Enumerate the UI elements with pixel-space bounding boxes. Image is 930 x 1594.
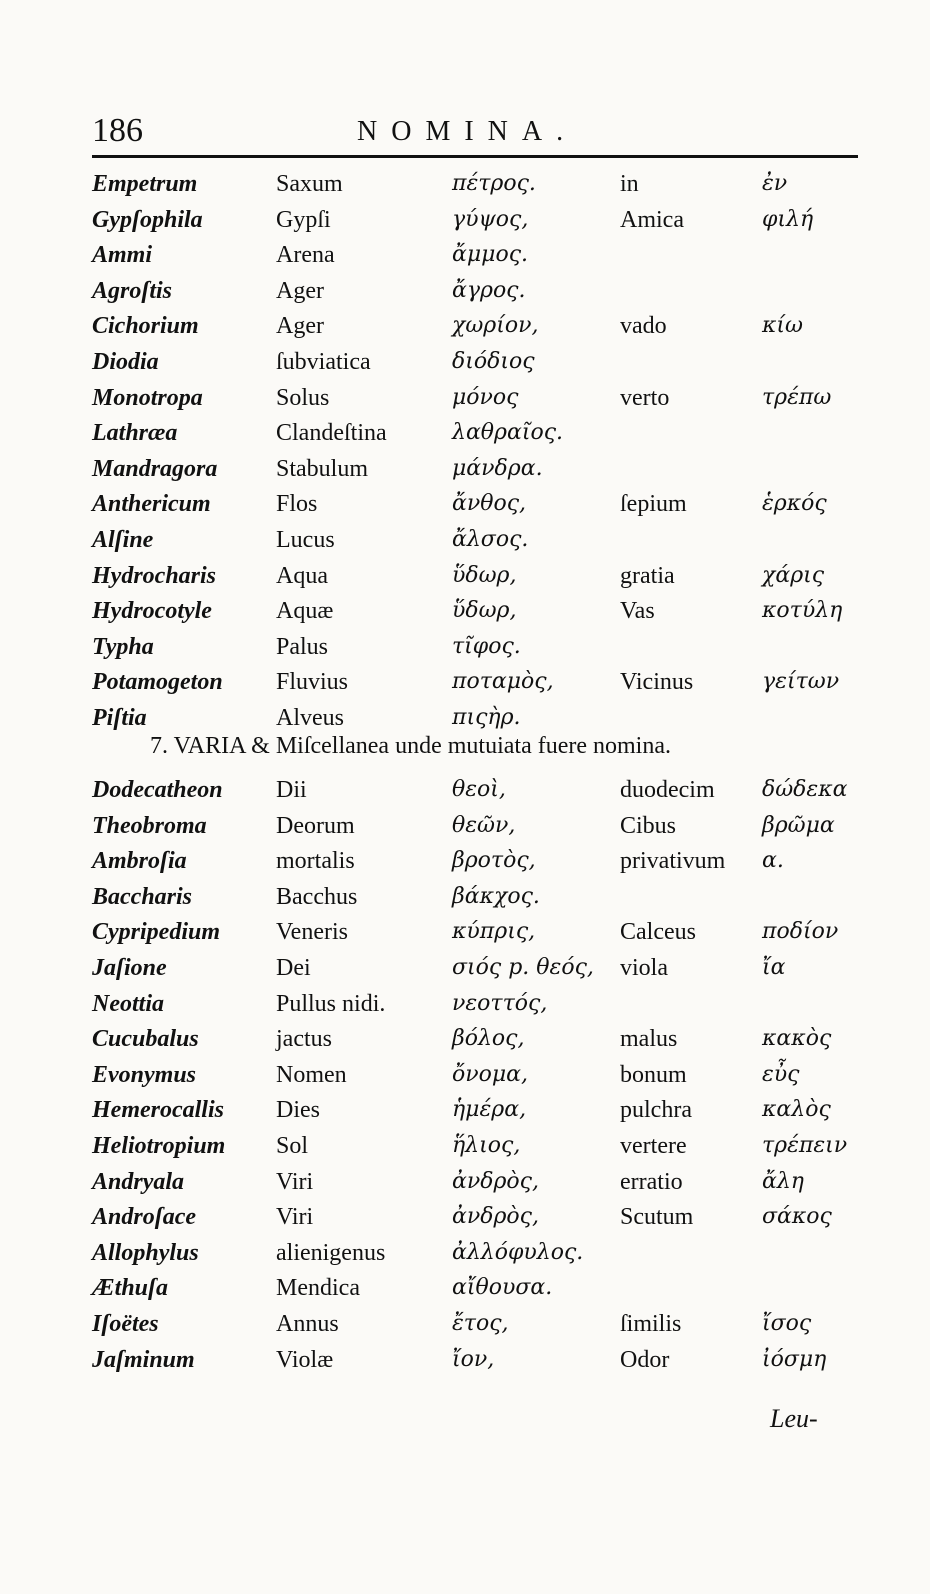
entry-latin: Lucus	[276, 527, 335, 553]
entry-genus: Cichorium	[92, 313, 199, 340]
entry-greek2: δώδεκα	[762, 777, 848, 802]
entry-greek2: βρῶμα	[762, 812, 835, 838]
list-entry	[92, 452, 892, 486]
entry-latin: Palus	[276, 633, 329, 660]
entry-greek2: κίω	[762, 313, 803, 339]
entry-genus: Lathræa	[92, 420, 178, 447]
list-entry	[92, 1200, 892, 1234]
entry-latin2: ſepium	[620, 491, 687, 518]
entry-genus: Neottia	[92, 990, 164, 1017]
entry-latin: alienigenus	[276, 1239, 386, 1266]
entry-greek: γύψος,	[452, 206, 529, 232]
entry-genus: Heliotropium	[92, 1133, 226, 1159]
entry-genus: Typha	[92, 633, 154, 660]
list-entry	[92, 345, 892, 379]
entry-greek: βροτὸς,	[452, 848, 536, 874]
entry-greek: ἄνθος,	[452, 491, 527, 517]
entry-latin: Fluvius	[276, 669, 349, 696]
entry-latin2: in	[620, 171, 639, 197]
entry-greek: μόνος	[452, 384, 519, 410]
entry-greek: ὄνομα,	[452, 1061, 529, 1087]
entry-greek2: καλὸς	[762, 1097, 831, 1123]
entry-genus: Iſoëtes	[92, 1311, 159, 1337]
list-entry	[92, 274, 892, 308]
entry-genus: Piſtia	[92, 705, 147, 731]
entry-latin2: erratio	[620, 1168, 683, 1195]
running-head: NOMINA.	[357, 116, 578, 147]
entry-genus: Cucubalus	[92, 1026, 199, 1053]
entry-genus: Baccharis	[92, 883, 193, 910]
list-entry	[92, 844, 892, 878]
list-entry	[92, 1343, 892, 1377]
entry-latin2: privativum	[620, 848, 726, 875]
entry-latin: Dei	[276, 955, 311, 981]
list-entry	[92, 559, 892, 593]
entry-greek: ἄμμος.	[452, 242, 529, 268]
entry-greek2: γείτων	[762, 669, 840, 695]
entry-greek: ἄγρος.	[452, 277, 526, 303]
entry-greek: ἡμέρα,	[452, 1097, 527, 1123]
entry-greek: νεοττός,	[452, 990, 548, 1016]
entry-greek: μάνδρα.	[452, 455, 543, 481]
list-entry	[92, 1236, 892, 1270]
entry-genus: Theobroma	[92, 812, 207, 839]
list-entry	[92, 809, 892, 843]
entry-latin2: Vas	[620, 598, 655, 625]
entry-latin2: Calceus	[620, 919, 696, 946]
list-entry	[92, 594, 892, 628]
entry-genus: Andryala	[92, 1168, 185, 1195]
entry-latin: Sol	[276, 1133, 309, 1159]
entry-greek2: ἰόσμη	[762, 1346, 827, 1372]
entry-greek: ὕδωρ,	[452, 562, 517, 588]
entry-latin2: ſimilis	[620, 1311, 682, 1337]
list-entry	[92, 416, 892, 450]
entry-latin: Clandeſtina	[276, 420, 387, 447]
entry-latin2: Odor	[620, 1346, 670, 1373]
entry-genus: Jaſminum	[92, 1346, 195, 1373]
entry-genus: Anthericum	[92, 491, 211, 518]
entry-greek2: ἐν	[762, 171, 788, 196]
list-entry	[92, 1271, 892, 1305]
entry-greek2: ἴσος	[762, 1311, 812, 1336]
list-entry	[92, 773, 892, 807]
entry-greek: θεῶν,	[452, 812, 516, 838]
entry-latin: Viri	[276, 1168, 314, 1195]
entry-greek: ὕδωρ,	[452, 598, 517, 624]
entry-greek: ἥλιος,	[452, 1133, 521, 1158]
list-entry	[92, 203, 892, 237]
list-entry	[92, 665, 892, 699]
entry-latin: Veneris	[276, 919, 348, 946]
entry-greek: χωρίον,	[452, 313, 539, 339]
entry-genus: Potamogeton	[92, 669, 223, 696]
entry-genus: Gypſophila	[92, 206, 203, 233]
entry-latin: ſubviatica	[276, 349, 371, 375]
entry-latin: Arena	[276, 242, 335, 269]
entry-latin: jactus	[276, 1026, 332, 1053]
entry-latin: Ager	[276, 313, 324, 340]
entry-latin2: Vicinus	[620, 669, 694, 696]
list-entry	[92, 381, 892, 415]
entry-genus: Mandragora	[92, 455, 218, 482]
entry-greek: ἀλλόφυλος.	[452, 1239, 584, 1265]
entry-greek2: σάκος	[762, 1204, 832, 1230]
list-entry	[92, 167, 892, 201]
entry-latin: Aqua	[276, 562, 328, 589]
list-entry	[92, 915, 892, 949]
entry-latin: Saxum	[276, 171, 343, 197]
entry-greek: τῖφος.	[452, 633, 521, 659]
entry-latin2: viola	[620, 955, 668, 981]
entry-genus: Æthuſa	[92, 1275, 169, 1302]
header-rule	[92, 155, 858, 158]
entry-latin: Pullus nidi.	[276, 990, 386, 1017]
list-entry	[92, 1093, 892, 1127]
entry-latin: Ager	[276, 277, 324, 304]
entry-latin2: malus	[620, 1026, 678, 1053]
entry-genus: Cypripedium	[92, 919, 221, 946]
entry-latin: Bacchus	[276, 883, 358, 910]
list-entry	[92, 701, 892, 735]
entry-genus: Agroſtis	[92, 277, 173, 304]
list-entry	[92, 309, 892, 343]
list-entry	[92, 1165, 892, 1199]
entry-latin2: Amica	[620, 206, 684, 233]
entry-latin: Nomen	[276, 1061, 347, 1088]
list-entry	[92, 630, 892, 664]
list-entry	[92, 487, 892, 521]
entry-greek: ἀνδρὸς,	[452, 1204, 539, 1230]
entry-genus: Hydrocharis	[92, 562, 217, 589]
entry-genus: Jaſione	[92, 955, 167, 981]
entry-greek: αἴθουσα.	[452, 1275, 553, 1301]
entry-greek: βόλος,	[452, 1026, 525, 1052]
entry-genus: Diodia	[92, 349, 159, 375]
entry-greek2: ἑρκός	[762, 491, 827, 517]
entry-latin2: bonum	[620, 1061, 687, 1088]
entry-genus: Ammi	[92, 242, 153, 269]
entry-latin: Violæ	[276, 1346, 334, 1373]
list-entry	[92, 1058, 892, 1092]
entry-latin2: Cibus	[620, 812, 677, 839]
entry-genus: Androſace	[92, 1204, 196, 1231]
list-entry	[92, 1129, 892, 1163]
entry-greek: ἄλσος.	[452, 527, 529, 552]
entry-greek2: εὖς	[762, 1061, 800, 1087]
section-heading: 7. VARIA & Miſcellanea unde mutuiata fuere nomina.	[150, 733, 671, 759]
entry-latin: Stabulum	[276, 455, 369, 482]
list-entry	[92, 1022, 892, 1056]
entry-genus: Hemerocallis	[92, 1097, 224, 1124]
entry-greek2: τρέπειν	[762, 1133, 848, 1158]
entry-latin2: vado	[620, 313, 667, 340]
list-entry	[92, 523, 892, 557]
entry-greek2: χάρις	[762, 562, 825, 588]
catchword: Leu-	[770, 1404, 818, 1433]
entry-latin2: vertere	[620, 1133, 687, 1159]
entry-latin2: gratia	[620, 562, 675, 589]
entry-greek: βάκχος.	[452, 883, 540, 909]
entry-greek2: ἴα	[762, 955, 786, 980]
entry-latin: Aquæ	[276, 598, 334, 625]
entry-greek: ἔτος,	[452, 1311, 509, 1336]
entry-greek2: τρέπω	[762, 384, 832, 410]
page-header	[92, 112, 858, 160]
entry-greek2: κακὸς	[762, 1026, 832, 1052]
entry-greek2: ἄλη	[762, 1168, 804, 1194]
entry-latin2: duodecim	[620, 777, 715, 803]
entry-latin: Alveus	[276, 705, 344, 731]
entry-greek2: α.	[762, 848, 784, 874]
list-entry	[92, 951, 892, 985]
page-number: 186	[92, 112, 143, 149]
entry-greek: κύπρις,	[452, 919, 536, 945]
list-entry	[92, 880, 892, 914]
entry-latin: Solus	[276, 384, 330, 411]
entry-greek: σιός p. θεός,	[452, 955, 594, 980]
entry-genus: Dodecatheon	[92, 777, 223, 803]
entry-latin: mortalis	[276, 848, 355, 875]
entry-greek2: κοτύλη	[762, 598, 843, 624]
entry-greek: διόδιος	[452, 349, 535, 374]
entry-greek: λαθραῖος.	[452, 420, 564, 446]
entry-latin: Deorum	[276, 812, 355, 839]
entry-latin: Gypſi	[276, 206, 331, 233]
entry-latin2: verto	[620, 384, 670, 411]
entry-genus: Hydrocotyle	[92, 598, 212, 625]
list-entry	[92, 1307, 892, 1341]
entry-latin: Annus	[276, 1311, 339, 1337]
entry-latin: Flos	[276, 491, 318, 518]
entry-greek2: φιλή	[762, 206, 814, 232]
entry-greek: θεοὶ,	[452, 777, 506, 802]
entry-genus: Alſine	[92, 527, 154, 553]
entry-latin: Viri	[276, 1204, 314, 1231]
entry-latin: Dii	[276, 777, 307, 803]
entry-greek: ἀνδρὸς,	[452, 1168, 539, 1194]
list-entry	[92, 987, 892, 1021]
entry-latin: Dies	[276, 1097, 320, 1124]
entry-genus: Empetrum	[92, 171, 198, 197]
entry-latin: Mendica	[276, 1275, 360, 1302]
entry-genus: Monotropa	[92, 384, 203, 411]
entry-greek: ποταμὸς,	[452, 669, 554, 695]
entry-genus: Allophylus	[92, 1239, 199, 1266]
entry-greek: ἴον,	[452, 1346, 495, 1372]
entry-latin2: pulchra	[620, 1097, 692, 1124]
entry-greek: πέτρος.	[452, 171, 536, 196]
entry-greek: πιςὴρ.	[452, 705, 521, 730]
entry-greek2: ποδίον	[762, 919, 839, 945]
list-entry	[92, 238, 892, 272]
entry-genus: Ambroſia	[92, 848, 187, 875]
entry-latin2: Scutum	[620, 1204, 694, 1231]
entry-genus: Evonymus	[92, 1061, 197, 1088]
